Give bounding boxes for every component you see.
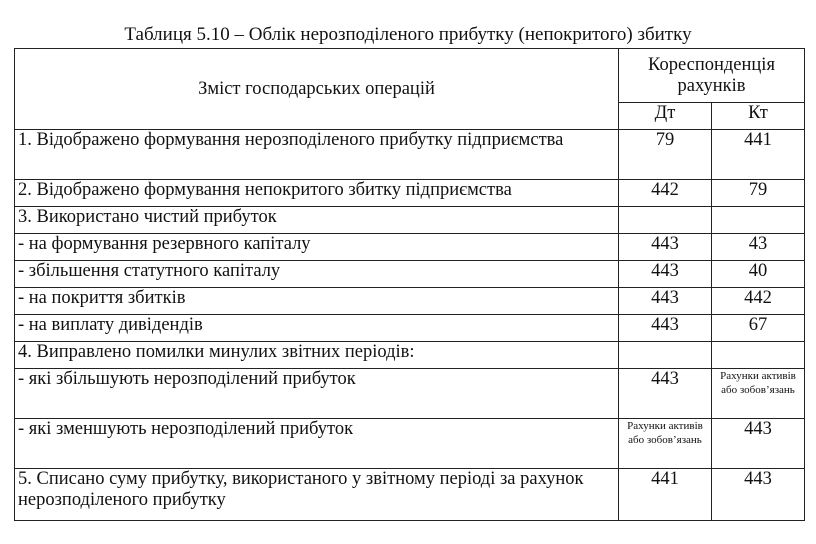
debit-cell: 443 [619, 234, 712, 261]
credit-cell: 40 [712, 261, 805, 288]
credit-cell: 67 [712, 315, 805, 342]
operation-cell: - які зменшують нерозподілений прибуток [15, 419, 619, 469]
accounting-table [14, 48, 805, 521]
credit-cell: 79 [712, 180, 805, 207]
debit-cell: 443 [619, 288, 712, 315]
table-caption: Таблиця 5.10 – Облік нерозподіленого прибутку (непокритого) збитку [124, 24, 692, 45]
table-row [15, 234, 805, 261]
debit-cell [619, 207, 712, 234]
operation-cell: 2. Відображено формування непокритого збитку підприємства [15, 180, 619, 207]
operation-cell: 5. Списано суму прибутку, використаного у звітному періоді за рахунок нерозподіленого прибутку [15, 469, 619, 521]
credit-cell: 443 [712, 419, 805, 469]
header-operations: Зміст господарських операцій [15, 49, 619, 130]
table-row [15, 207, 805, 234]
table-row [15, 261, 805, 288]
operation-cell: - на покриття збитків [15, 288, 619, 315]
operation-cell: 3. Використано чистий прибуток [15, 207, 619, 234]
credit-cell [712, 342, 805, 369]
operation-cell: 4. Виправлено помилки минулих звітних періодів: [15, 342, 619, 369]
debit-cell [619, 342, 712, 369]
table-row [15, 419, 805, 469]
debit-cell: 443 [619, 369, 712, 419]
table-row [15, 180, 805, 207]
operation-cell: - які збільшують нерозподілений прибуток [15, 369, 619, 419]
operation-cell: - збільшення статутного капіталу [15, 261, 619, 288]
table-row [15, 288, 805, 315]
table-row [15, 469, 805, 521]
debit-cell: Рахунки активів або зобов’язань [619, 419, 712, 469]
operation-cell: 1. Відображено формування нерозподіленого прибутку підприємства [15, 130, 619, 180]
operation-cell: - на виплату дивідендів [15, 315, 619, 342]
credit-cell: 443 [712, 469, 805, 521]
debit-cell: 443 [619, 315, 712, 342]
table-row [15, 130, 805, 180]
credit-cell: 442 [712, 288, 805, 315]
table-row [15, 315, 805, 342]
table-row [15, 342, 805, 369]
debit-cell: 441 [619, 469, 712, 521]
header-credit: Кт [712, 103, 805, 130]
credit-cell: Рахунки активів або зобов’язань [712, 369, 805, 419]
debit-cell: 79 [619, 130, 712, 180]
credit-cell [712, 207, 805, 234]
debit-cell: 442 [619, 180, 712, 207]
table-row [15, 369, 805, 419]
operation-cell: - на формування резервного капіталу [15, 234, 619, 261]
credit-cell: 43 [712, 234, 805, 261]
header-debit: Дт [619, 103, 712, 130]
debit-cell: 443 [619, 261, 712, 288]
credit-cell: 441 [712, 130, 805, 180]
header-row [15, 49, 805, 103]
header-correspondence: Кореспонденція рахунків [619, 49, 805, 103]
